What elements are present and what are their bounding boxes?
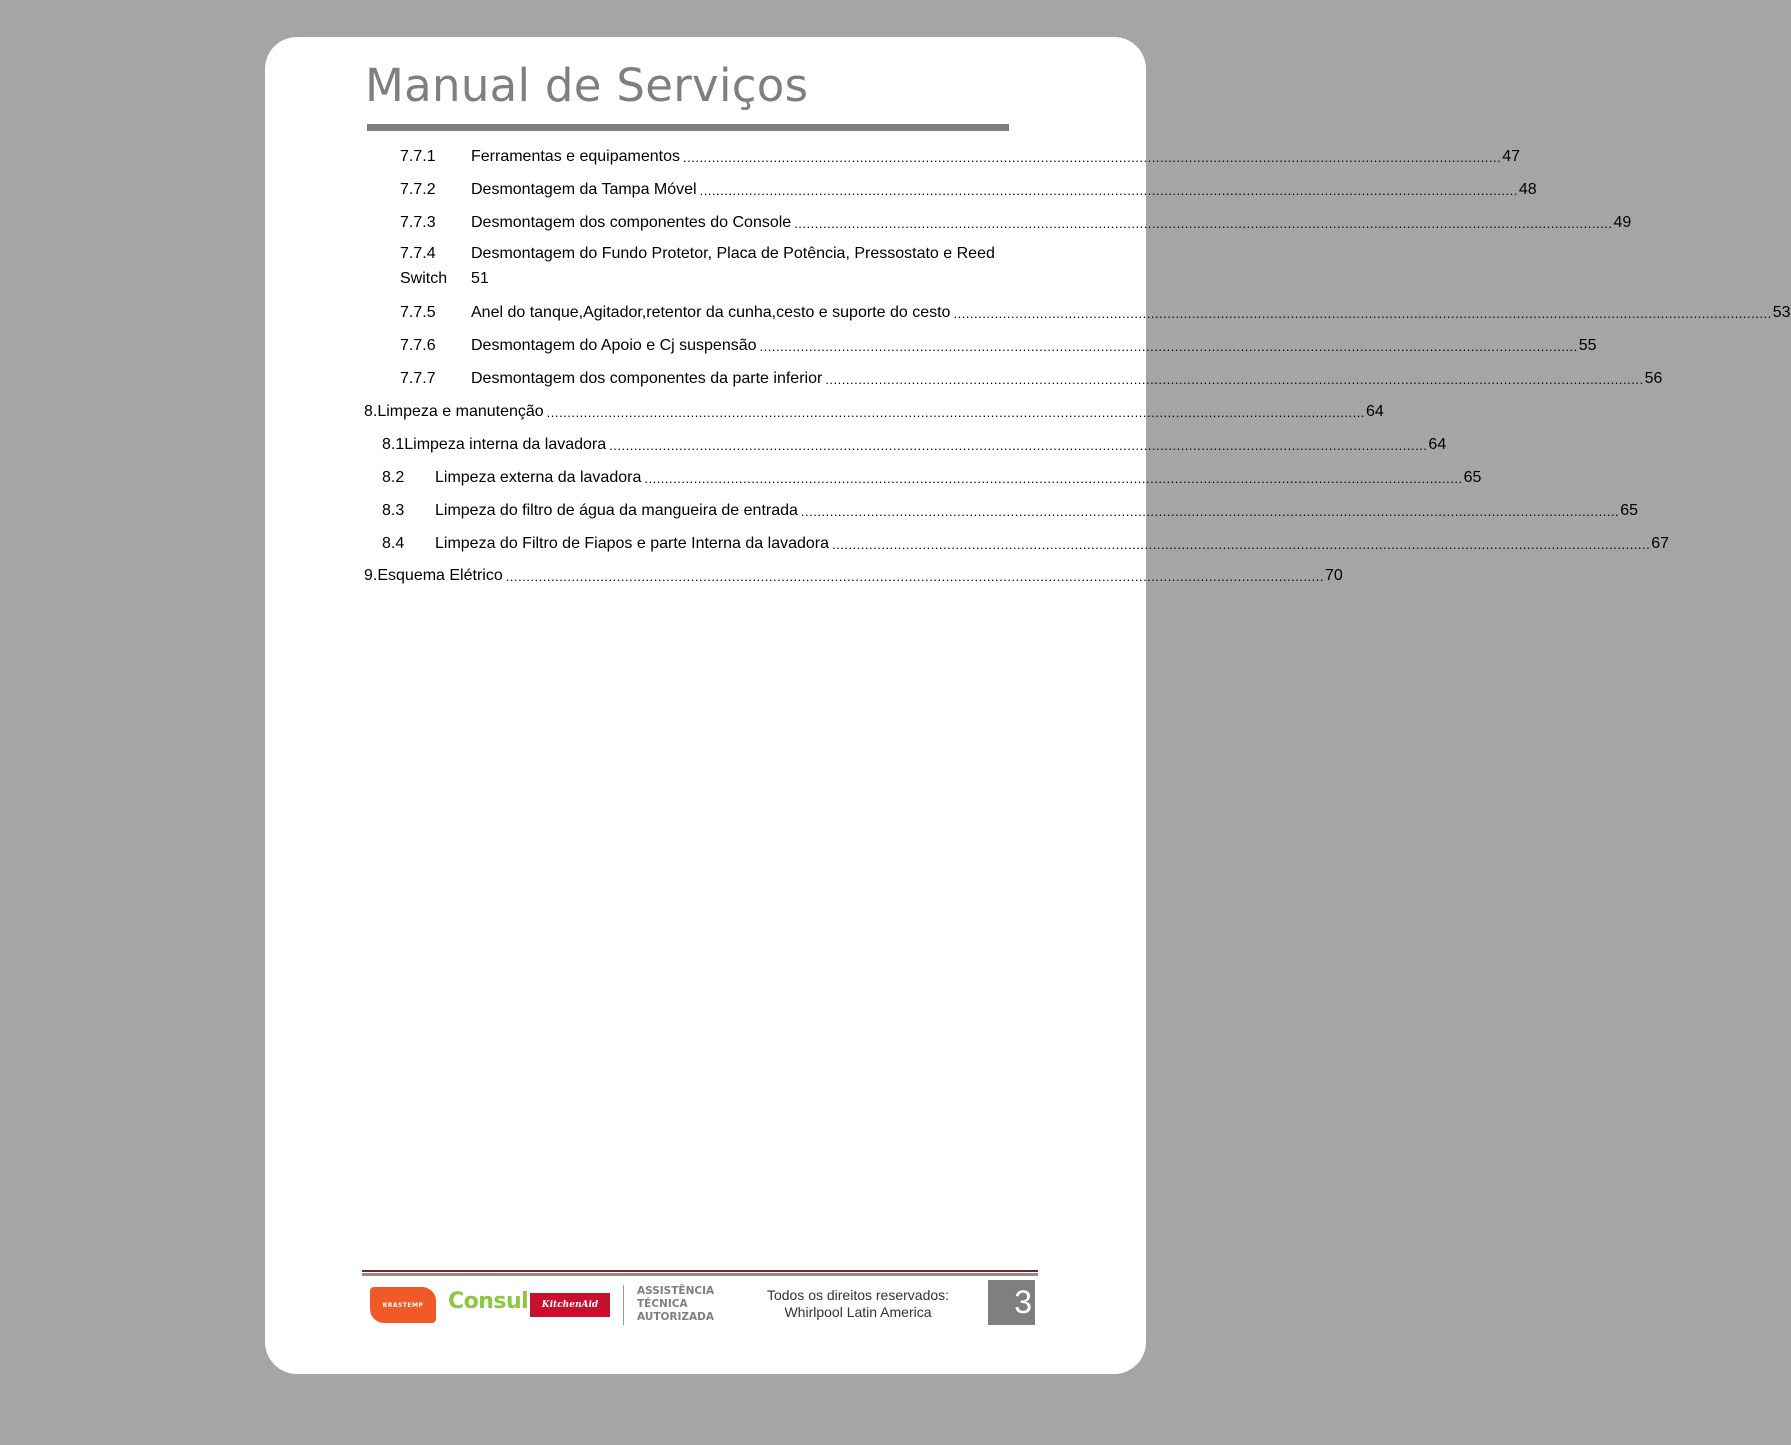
footer-divider xyxy=(623,1285,624,1325)
toc-title: Ferramentas e equipamentos xyxy=(471,148,680,165)
toc-title: Limpeza do Filtro de Fiapos e parte Interna da lavadora xyxy=(435,535,830,552)
brastemp-logo: BRASTEMP xyxy=(370,1287,436,1323)
rights-line-2: Whirlpool Latin America xyxy=(784,1304,932,1320)
toc-entry-8-3[interactable] xyxy=(382,499,1638,521)
toc-number: 7.7.5 xyxy=(400,304,436,321)
document-page xyxy=(265,37,1791,1374)
toc-title: Desmontagem da Tampa Móvel xyxy=(471,181,697,198)
toc-title: Limpeza externa da lavadora xyxy=(435,469,642,486)
toc-entry-8[interactable] xyxy=(364,400,1384,422)
toc-page-number: 64 xyxy=(1428,436,1447,453)
toc-number: 7.7.6 xyxy=(400,337,436,354)
toc-title: 8.1Limpeza interna da lavadora xyxy=(382,436,607,453)
toc-entry-8-4[interactable] xyxy=(382,532,1670,554)
toc-page-number: 65 xyxy=(1463,469,1482,486)
toc-number: 7.7.7 xyxy=(400,370,436,387)
toc-page-number: 67 xyxy=(1651,535,1670,552)
toc-page-number: 70 xyxy=(1325,567,1343,584)
assist-line: ASSISTÊNCIA xyxy=(637,1285,715,1297)
toc-leader: ....................................................................................................................................................................................................... xyxy=(699,183,1518,198)
toc-title: Anel do tanque,Agitador,retentor da cunha,cesto e suporte do cesto xyxy=(471,304,951,321)
toc-entry-8-1[interactable] xyxy=(382,433,1447,455)
toc-leader: ....................................................................................................................................................................................................... xyxy=(683,150,1502,165)
toc-title: Desmontagem do Apoio e Cj suspensão xyxy=(471,337,757,354)
page-number: 3 xyxy=(988,1280,1035,1325)
toc-number: 8.4 xyxy=(382,535,405,552)
toc-page-number: 51 xyxy=(471,270,489,287)
table-of-contents xyxy=(265,37,1791,637)
toc-entry-7-7-6[interactable] xyxy=(400,334,1597,356)
toc-leader: ....................................................................................................................................................................................................... xyxy=(759,339,1578,354)
assist-line: AUTORIZADA xyxy=(637,1311,714,1323)
toc-title: 8.Limpeza e manutenção xyxy=(364,403,544,420)
toc-leader: ....................................................................................................................................................................................................... xyxy=(546,405,1365,420)
page-title: Manual de Serviços xyxy=(365,59,809,112)
toc-entry-7-7-3[interactable] xyxy=(400,211,1632,233)
toc-title: Desmontagem dos componentes do Console xyxy=(471,214,792,231)
toc-title: Desmontagem do Fundo Protetor, Placa de Potência, Pressostato e Reed xyxy=(471,245,995,262)
toc-number: 8.2 xyxy=(382,469,405,486)
toc-leader: ....................................................................................................................................................................................................... xyxy=(832,537,1651,552)
toc-leader: ....................................................................................................................................................................................................... xyxy=(825,372,1644,387)
toc-entry-7-7-7[interactable] xyxy=(400,367,1663,389)
toc-entry-7-7-2[interactable] xyxy=(400,178,1537,200)
toc-page-number: 64 xyxy=(1365,403,1384,420)
rights-line-1: Todos os direitos reservados: xyxy=(766,1287,950,1303)
toc-leader: ....................................................................................................................................................................................................... xyxy=(953,306,1772,321)
toc-number: 7.7.4 xyxy=(400,245,436,262)
toc-entry-8-2[interactable] xyxy=(382,466,1482,488)
toc-title-continuation: Switch xyxy=(400,270,448,287)
footer-rule-red xyxy=(362,1270,1038,1272)
assistencia-tecnica-label xyxy=(637,1285,714,1324)
toc-leader: ....................................................................................................................................................................................................... xyxy=(794,216,1613,231)
toc-number: 8.3 xyxy=(382,502,405,519)
toc-line-2 xyxy=(400,266,995,291)
consul-logo: Consul xyxy=(448,1289,529,1314)
copyright-notice xyxy=(755,1287,961,1321)
footer-rule-gray xyxy=(362,1273,1038,1276)
toc-line-1 xyxy=(400,241,995,266)
toc-number: 7.7.1 xyxy=(400,148,436,165)
toc-number: 7.7.3 xyxy=(400,214,436,231)
toc-title: Limpeza do filtro de água da mangueira de entrada xyxy=(435,502,798,519)
toc-leader: ....................................................................................................................................................................................................... xyxy=(505,569,1324,584)
toc-entry-7-7-4[interactable] xyxy=(400,241,995,291)
toc-title: Desmontagem dos componentes da parte inferior xyxy=(471,370,823,387)
toc-page-number: 53 xyxy=(1772,304,1791,321)
toc-page-number: 47 xyxy=(1502,148,1521,165)
toc-page-number: 55 xyxy=(1578,337,1597,354)
toc-entry-9[interactable] xyxy=(364,564,1343,586)
toc-number: 7.7.2 xyxy=(400,181,436,198)
toc-leader: ....................................................................................................................................................................................................... xyxy=(644,471,1463,486)
toc-leader: ....................................................................................................................................................................................................... xyxy=(800,504,1620,519)
toc-entry-7-7-5[interactable] xyxy=(400,301,1791,323)
kitchenaid-logo: KitchenAid xyxy=(530,1293,610,1317)
toc-leader: ....................................................................................................................................................................................................... xyxy=(609,438,1428,453)
toc-page-number: 48 xyxy=(1518,181,1537,198)
assist-line: TÉCNICA xyxy=(637,1298,688,1310)
toc-page-number: 49 xyxy=(1613,214,1632,231)
toc-page-number: 65 xyxy=(1620,502,1638,519)
toc-title: 9.Esquema Elétrico xyxy=(364,567,503,584)
toc-entry-7-7-1[interactable] xyxy=(400,145,1521,167)
toc-page-number: 56 xyxy=(1644,370,1663,387)
